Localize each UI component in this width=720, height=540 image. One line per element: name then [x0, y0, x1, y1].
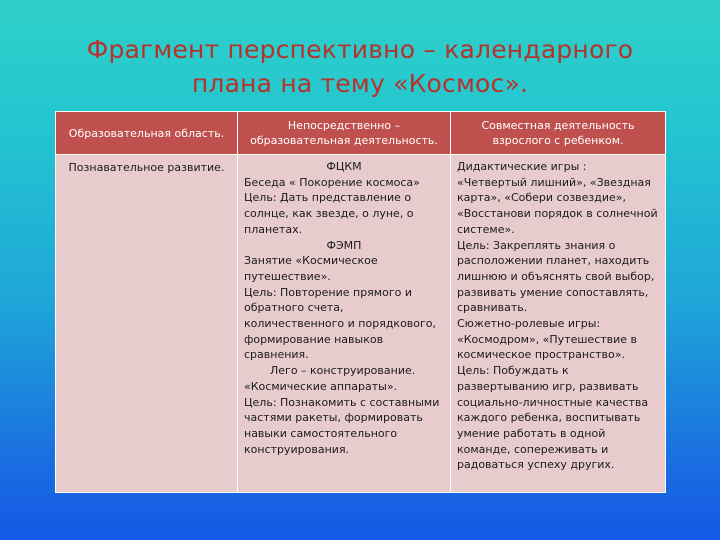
cell-joint-activity	[451, 155, 666, 493]
slide-title	[40, 33, 680, 101]
activity-lego-goal: Цель: Познакомить с составными частями ракеты, формировать навыки самостоятельного конструирования.	[244, 395, 440, 456]
activity-fckm-heading: ФЦКМ	[326, 160, 362, 173]
activity-lego-topic: «Космические аппараты».	[244, 379, 398, 393]
joint-didactic-games: Дидактические игры : «Четвертый лишний», «Звездная карта», «Собери созвездие», «Восстанови порядок в солнечной системе».	[457, 160, 658, 236]
table-header-row	[56, 112, 666, 155]
activity-lego-heading: Лего – конструирование.	[270, 364, 416, 378]
slide-title-line-1: Фрагмент перспективно – календарного	[86, 35, 634, 64]
plan-table	[55, 111, 666, 493]
cell-direct-activity	[238, 155, 451, 493]
header-direct-activity: Непосредственно – образовательная деятельность.	[238, 112, 451, 155]
activity-femp-heading: ФЭМП	[326, 238, 362, 252]
table-row	[56, 155, 666, 493]
joint-role-games: Сюжетно-ролевые игры: «Космодром», «Путешествие в космическое пространство».	[457, 317, 638, 362]
joint-role-goal: Цель: Побуждать к развертыванию игр, развивать социально-личностные качества каждого ребенка, воспитывать умение работать в одной команде, сопереживать и радоваться успеху других.	[457, 364, 649, 472]
activity-fckm-conversation: Беседа « Покорение космоса»	[244, 175, 420, 189]
activity-femp-goal: Цель: Повторение прямого и обратного счета, количественного и порядкового, формирование навыков сравнения.	[244, 285, 437, 362]
activity-fckm-goal: Цель: Дать представление о солнце, как звезде, о луне, о планетах.	[244, 191, 414, 236]
header-joint-activity: Совместная деятельность взрослого с ребенком.	[451, 112, 666, 155]
joint-didactic-goal: Цель: Закреплять знания о расположении планет, находить лишнюю и объяснять свой выбор, развивать умение сопоставлять, сравнивать.	[457, 238, 655, 315]
header-educational-area: Образовательная область.	[56, 112, 238, 155]
slide-title-line-2: плана на тему «Космос».	[191, 69, 529, 98]
activity-femp-lesson: Занятие «Космическое путешествие».	[244, 254, 378, 283]
cell-educational-area: Познавательное развитие.	[56, 155, 238, 493]
